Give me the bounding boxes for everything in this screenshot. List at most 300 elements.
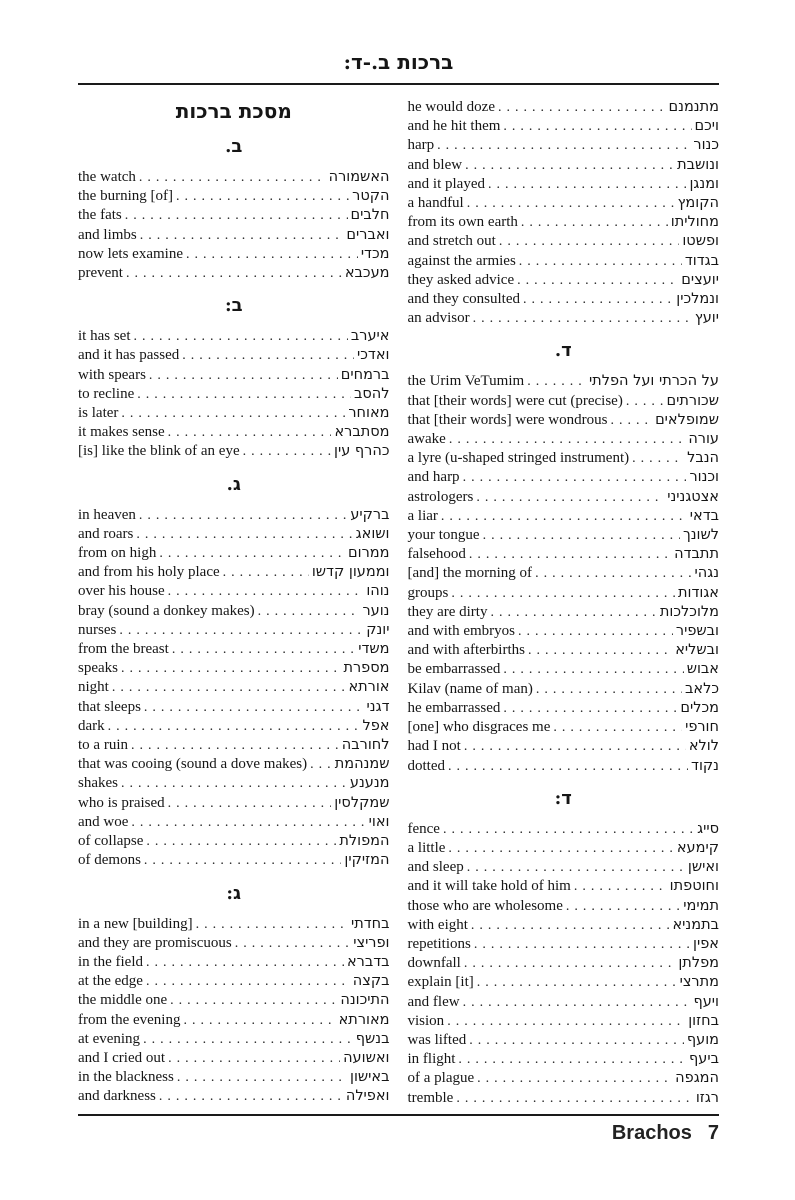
- glossary-row: [78, 813, 390, 832]
- dot-leader: [134, 327, 348, 346]
- english-term: Kilav (name of man): [407, 680, 533, 697]
- dot-leader: [146, 953, 344, 972]
- hebrew-term: ובשפיר: [675, 623, 719, 640]
- dot-leader: [443, 820, 694, 839]
- glossary-row: [408, 718, 720, 737]
- english-term: a lyre (u-shaped stringed instrument): [407, 450, 630, 467]
- hebrew-term: קימעא: [676, 839, 719, 856]
- hebrew-term: בחדתי: [350, 915, 390, 932]
- english-term: was lifted: [407, 1031, 467, 1048]
- dot-leader: [146, 972, 350, 991]
- hebrew-term: תתבדה: [674, 546, 719, 563]
- english-term: fence: [407, 820, 440, 837]
- dot-leader: [477, 1069, 672, 1088]
- hebrew-term: מסתברא: [334, 424, 390, 441]
- right-column-sections: [408, 98, 720, 1108]
- glossary-row: [78, 915, 390, 934]
- glossary-row: [78, 563, 390, 582]
- glossary-row: [408, 757, 720, 776]
- hebrew-term: חלבים: [350, 207, 390, 224]
- english-term: [one] who disgraces me: [407, 719, 551, 736]
- glossary-row: [408, 252, 720, 271]
- english-term: and flew: [407, 993, 460, 1010]
- english-term: awake: [407, 431, 446, 448]
- dot-leader: [159, 1087, 343, 1106]
- english-term: downfall: [407, 955, 461, 972]
- glossary-row: [408, 156, 720, 175]
- glossary-row: [408, 916, 720, 935]
- english-term: the Urim VeTumim: [407, 373, 525, 390]
- hebrew-term: מכדי: [360, 245, 390, 262]
- english-term: they are dirty: [407, 603, 488, 620]
- english-term: astrologers: [407, 488, 474, 505]
- dot-leader: [463, 993, 691, 1012]
- english-term: that sleeps: [78, 698, 141, 715]
- glossary-row: [408, 545, 720, 564]
- english-term: is later: [78, 405, 119, 422]
- dot-leader: [131, 736, 339, 755]
- glossary-row: [408, 820, 720, 839]
- dot-leader: [137, 385, 351, 404]
- hebrew-term: ברמחים: [340, 366, 390, 383]
- hebrew-term: תמימי: [683, 897, 719, 914]
- masechta-title: מסכת ברכות: [175, 99, 292, 123]
- dot-leader: [223, 563, 309, 582]
- english-term: explain [it]: [407, 974, 474, 991]
- english-term: in heaven: [78, 506, 136, 523]
- dot-leader: [498, 98, 666, 117]
- dot-leader: [143, 1030, 353, 1049]
- hebrew-term: נגהי: [694, 565, 719, 582]
- english-term: in flight: [407, 1051, 456, 1068]
- english-term: falsehood: [407, 546, 466, 563]
- glossary-row: [408, 290, 720, 309]
- hebrew-term: וחוטפתו: [669, 878, 719, 895]
- glossary-row: [408, 430, 720, 449]
- dot-leader: [159, 544, 345, 563]
- hebrew-term: ובשליא: [675, 642, 719, 659]
- glossary-row: [78, 226, 390, 245]
- glossary-row: [78, 423, 390, 442]
- english-term: a handful: [407, 195, 464, 212]
- hebrew-term: ואוי: [368, 813, 390, 830]
- english-term: it has set: [78, 328, 131, 345]
- hebrew-term: אפל: [362, 717, 390, 734]
- hebrew-term: המזיקין: [344, 852, 390, 869]
- dot-leader: [519, 252, 682, 271]
- english-term: from on high: [78, 545, 157, 562]
- hebrew-term: נקוד: [691, 757, 719, 774]
- hebrew-term: ופריצי: [353, 934, 390, 951]
- dot-leader: [464, 954, 676, 973]
- glossary-row: [78, 736, 390, 755]
- section-header: ג:: [226, 882, 242, 904]
- hebrew-term: ממרום: [348, 545, 390, 562]
- glossary-row: [78, 934, 390, 953]
- dot-leader: [243, 442, 331, 461]
- dot-leader: [108, 717, 360, 736]
- glossary-row: [408, 660, 720, 679]
- english-term: at evening: [78, 1030, 141, 1047]
- dot-leader: [448, 757, 688, 776]
- glossary-row: [78, 640, 390, 659]
- hebrew-term: המפולת: [339, 833, 390, 850]
- english-term: they asked advice: [407, 271, 515, 288]
- section-header: ג.: [226, 473, 241, 495]
- dot-leader: [518, 622, 673, 641]
- english-term: a liar: [407, 507, 438, 524]
- english-term: harp: [407, 137, 435, 154]
- hebrew-term: ואישן: [687, 859, 719, 876]
- glossary-row: [78, 187, 390, 206]
- glossary-row: [408, 641, 720, 660]
- english-term: of a plague: [407, 1070, 475, 1087]
- glossary-row: [408, 1050, 720, 1069]
- hebrew-term: ואשועה: [343, 1049, 390, 1066]
- glossary-row: [408, 194, 720, 213]
- english-term: the burning [of]: [78, 188, 173, 205]
- english-term: be embarrassed: [407, 661, 501, 678]
- dot-leader: [626, 392, 664, 411]
- dot-leader: [473, 309, 692, 328]
- dot-leader: [437, 136, 690, 155]
- glossary-row: [408, 232, 720, 251]
- english-term: and he hit them: [407, 118, 501, 135]
- dot-leader: [449, 430, 686, 449]
- glossary-row: [408, 372, 720, 391]
- dot-leader: [448, 839, 673, 858]
- english-term: the watch: [78, 169, 136, 185]
- hebrew-term: לולא: [688, 738, 719, 755]
- dot-leader: [186, 245, 358, 264]
- right-column: [408, 98, 720, 1108]
- glossary-row: [408, 877, 720, 896]
- hebrew-term: מאורתא: [338, 1011, 390, 1028]
- hebrew-term: הנבל: [687, 450, 719, 467]
- hebrew-term: על הכרתי ועל הפלתי: [588, 373, 719, 390]
- hebrew-term: שכורתים: [666, 392, 719, 409]
- dot-leader: [503, 660, 683, 679]
- hebrew-term: ונמלכין: [676, 291, 719, 308]
- hebrew-term: הקומץ: [677, 195, 719, 212]
- english-term: groups: [407, 584, 449, 601]
- glossary-row: [408, 411, 720, 430]
- hebrew-term: להסב: [353, 385, 390, 402]
- dot-leader: [258, 602, 360, 621]
- hebrew-term: ברקיע: [350, 506, 390, 523]
- english-term: at the edge: [78, 973, 143, 990]
- glossary-content: [78, 98, 719, 1108]
- section-header: ב:: [224, 295, 243, 317]
- english-term: from the breast: [78, 641, 169, 658]
- glossary-row: [78, 404, 390, 423]
- english-term: vision: [407, 1012, 445, 1029]
- english-term: to recline: [78, 385, 135, 402]
- dot-leader: [139, 506, 347, 525]
- glossary-row: [78, 327, 390, 346]
- footer-book-name: Brachos: [611, 1122, 692, 1144]
- glossary-row: [408, 897, 720, 916]
- hebrew-term: שמקלסין: [334, 794, 390, 811]
- glossary-row: [408, 136, 720, 155]
- dot-leader: [140, 226, 344, 245]
- glossary-row: [78, 442, 390, 461]
- dot-leader: [310, 755, 332, 774]
- english-term: and sleep: [407, 859, 464, 876]
- dot-leader: [521, 213, 668, 232]
- english-term: he would doze: [407, 99, 495, 115]
- hebrew-term: ביעף: [689, 1051, 719, 1068]
- dot-leader: [528, 641, 672, 660]
- glossary-row: [78, 264, 390, 283]
- glossary-row: [408, 935, 720, 954]
- dot-leader: [566, 897, 680, 916]
- hebrew-term: הקטר: [352, 188, 390, 205]
- hebrew-term: נוער: [362, 602, 390, 619]
- dot-leader: [168, 582, 364, 601]
- hebrew-term: ואפילה: [345, 1088, 390, 1105]
- glossary-row: [408, 737, 720, 756]
- glossary-row: [408, 973, 720, 992]
- glossary-row: [78, 1087, 390, 1106]
- english-term: night: [78, 679, 109, 696]
- dot-leader: [182, 346, 354, 365]
- hebrew-term: אבוש: [686, 661, 719, 678]
- hebrew-term: רגזו: [695, 1089, 719, 1106]
- hebrew-term: נוהו: [366, 583, 390, 600]
- hebrew-term: באישון: [350, 1069, 390, 1086]
- dot-leader: [136, 525, 352, 544]
- hebrew-term: המגפה: [675, 1070, 719, 1087]
- hebrew-term: בנשף: [355, 1030, 390, 1047]
- glossary-row: [78, 678, 390, 697]
- hebrew-term: וממעון קדשו: [311, 564, 390, 581]
- hebrew-term: מועף: [686, 1031, 719, 1048]
- glossary-row: [408, 1031, 720, 1050]
- hebrew-term: בגדוד: [684, 252, 719, 269]
- dot-leader: [469, 1031, 684, 1050]
- glossary-row: [78, 168, 390, 187]
- hebrew-term: מנענע: [349, 775, 390, 792]
- english-term: and roars: [78, 525, 134, 542]
- english-term: and it played: [407, 175, 485, 192]
- glossary-row: [78, 525, 390, 544]
- dot-leader: [176, 187, 349, 206]
- glossary-row: [78, 582, 390, 601]
- left-column-sections: [78, 136, 390, 1107]
- hebrew-term: יועצים: [681, 271, 719, 288]
- hebrew-term: כלאב: [685, 680, 719, 697]
- hebrew-term: חורפי: [685, 719, 719, 736]
- english-term: and with embryos: [407, 623, 515, 640]
- dot-leader: [467, 194, 675, 213]
- english-term: the fats: [78, 207, 122, 224]
- glossary-row: [78, 245, 390, 264]
- english-term: with spears: [78, 366, 146, 383]
- dot-leader: [149, 366, 338, 385]
- hebrew-term: משדי: [358, 641, 390, 658]
- english-term: in the blackness: [78, 1069, 174, 1086]
- glossary-row: [408, 622, 720, 641]
- english-term: bray (sound a donkey makes): [78, 602, 255, 619]
- hebrew-term: בדברא: [346, 953, 390, 970]
- glossary-row: [78, 755, 390, 774]
- glossary-row: [78, 506, 390, 525]
- glossary-row: [78, 851, 390, 870]
- hebrew-term: בחזון: [688, 1012, 719, 1029]
- hebrew-term: מלוכלכות: [659, 603, 719, 620]
- english-term: to a ruin: [78, 737, 128, 754]
- glossary-row: [78, 832, 390, 851]
- glossary-row: [408, 392, 720, 411]
- hebrew-term: מפלתן: [678, 955, 719, 972]
- english-term: dotted: [407, 757, 445, 774]
- hebrew-term: האשמורה: [328, 169, 390, 185]
- page-footer: [78, 1114, 719, 1145]
- dot-leader: [119, 621, 363, 640]
- hebrew-term: מחוליתו: [670, 214, 719, 231]
- glossary-row: [408, 488, 720, 507]
- hebrew-term: יונק: [366, 621, 390, 638]
- glossary-row: [408, 1012, 720, 1031]
- glossary-row: [78, 206, 390, 225]
- hebrew-term: ואדכי: [357, 347, 390, 364]
- glossary-row: [408, 839, 720, 858]
- hebrew-term: אגודות: [677, 584, 719, 601]
- dot-leader: [168, 423, 332, 442]
- hebrew-term: ומנגן: [689, 175, 719, 192]
- glossary-row: [408, 858, 720, 877]
- english-term: and it will take hold of him: [407, 878, 571, 895]
- hebrew-term: אצטגניני: [667, 488, 719, 505]
- english-term: repetitions: [407, 935, 471, 952]
- hebrew-term: בתמניא: [672, 916, 719, 933]
- hebrew-term: שמנהמת: [334, 756, 390, 773]
- english-term: and blew: [407, 156, 463, 173]
- hebrew-term: כהרף עין: [334, 443, 390, 460]
- hebrew-term: מכלים: [680, 699, 719, 716]
- dot-leader: [463, 468, 687, 487]
- english-term: and with afterbirths: [407, 642, 525, 659]
- dot-leader: [183, 1011, 335, 1030]
- dot-leader: [465, 156, 674, 175]
- english-term: and from his holy place: [78, 564, 220, 581]
- hebrew-term: לשונך: [682, 527, 719, 544]
- english-term: and I cried out: [78, 1049, 166, 1066]
- glossary-row: [78, 1030, 390, 1049]
- hebrew-term: ונושבת: [677, 156, 719, 173]
- hebrew-term: איערב: [350, 328, 390, 345]
- dot-leader: [503, 699, 677, 718]
- glossary-row: [78, 385, 390, 404]
- glossary-row: [78, 1011, 390, 1030]
- dot-leader: [488, 175, 686, 194]
- dot-leader: [131, 813, 365, 832]
- english-term: now lets examine: [78, 245, 183, 262]
- hebrew-term: מתנמנם: [668, 99, 719, 115]
- dot-leader: [474, 935, 690, 954]
- english-term: and they consulted: [407, 291, 520, 308]
- dot-leader: [476, 488, 664, 507]
- dot-leader: [471, 916, 670, 935]
- glossary-row: [78, 659, 390, 678]
- english-term: prevent: [78, 265, 123, 282]
- glossary-row: [78, 621, 390, 640]
- english-term: tremble: [407, 1089, 454, 1106]
- english-term: [and] the morning of: [407, 565, 533, 582]
- english-term: and woe: [78, 813, 129, 830]
- english-term: he embarrassed: [407, 699, 501, 716]
- page-header-title: ברכות ב.-ד:: [78, 50, 719, 85]
- english-term: nurses: [78, 621, 117, 638]
- hebrew-term: מאוחר: [348, 405, 390, 422]
- dot-leader: [112, 678, 346, 697]
- glossary-row: [78, 991, 390, 1010]
- glossary-row: [408, 680, 720, 699]
- english-term: those who are wholesome: [407, 897, 563, 914]
- english-term: from the evening: [78, 1011, 181, 1028]
- hebrew-term: שמופלאים: [655, 411, 719, 428]
- dot-leader: [456, 1089, 693, 1108]
- section-header: ד:: [554, 787, 572, 809]
- dot-leader: [553, 718, 682, 737]
- dot-leader: [144, 698, 364, 717]
- section-header: ד.: [554, 340, 572, 362]
- english-term: that was cooing (sound a dove makes): [78, 756, 308, 773]
- english-term: it makes sense: [78, 424, 165, 441]
- dot-leader: [523, 290, 673, 309]
- glossary-row: [78, 717, 390, 736]
- dot-leader: [121, 404, 345, 423]
- english-term: speaks: [78, 660, 118, 677]
- glossary-row: [78, 346, 390, 365]
- english-term: an advisor: [407, 310, 470, 327]
- hebrew-term: בקצה: [352, 973, 390, 990]
- english-term: and it has passed: [78, 347, 180, 364]
- hebrew-term: לחורבה: [341, 737, 390, 754]
- hebrew-term: התיכונה: [340, 992, 390, 1009]
- dot-leader: [490, 603, 656, 622]
- footer-page-number: 7: [707, 1122, 719, 1144]
- glossary-row: [408, 449, 720, 468]
- glossary-row: [78, 1068, 390, 1087]
- hebrew-term: מתרצי: [679, 974, 719, 991]
- english-term: your tongue: [407, 527, 480, 544]
- hebrew-term: וכנור: [689, 469, 719, 486]
- glossary-row: [408, 175, 720, 194]
- hebrew-term: כנור: [693, 137, 719, 154]
- glossary-row: [78, 953, 390, 972]
- glossary-row: [78, 602, 390, 621]
- glossary-row: [408, 507, 720, 526]
- english-term: the middle one: [78, 992, 168, 1009]
- dot-leader: [477, 973, 677, 992]
- glossary-row: [408, 699, 720, 718]
- dot-leader: [121, 659, 340, 678]
- dot-leader: [610, 411, 652, 430]
- dot-leader: [172, 640, 355, 659]
- english-term: of demons: [78, 852, 141, 869]
- left-column: [78, 98, 390, 1107]
- dot-leader: [469, 545, 671, 564]
- glossary-row: [408, 271, 720, 290]
- english-term: who is praised: [78, 794, 165, 811]
- dot-leader: [168, 794, 332, 813]
- dot-leader: [503, 117, 691, 136]
- glossary-row: [78, 774, 390, 793]
- hebrew-term: מעכבא: [344, 265, 390, 282]
- dot-leader: [483, 526, 680, 545]
